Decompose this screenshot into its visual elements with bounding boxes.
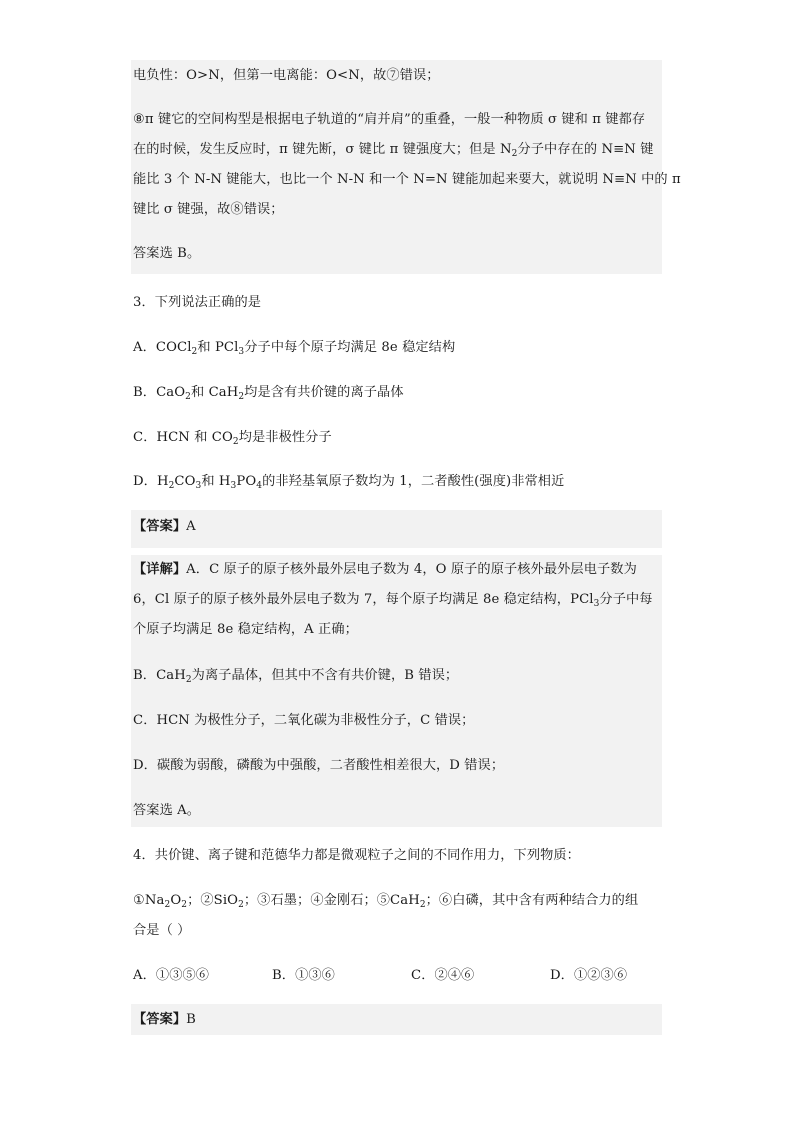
item8-line2: 在的时候，发生反应时，π 键先断，σ 键比 π 键强度大；但是 $N_2$分子中存在的 N≡N 键 [133, 142, 654, 159]
q3-answer-block [131, 510, 662, 548]
question-3 [131, 288, 662, 318]
question-4-stem: 4．共价键、离子键和范德华力都是微观粒子之间的不同作用力，下列物质： [133, 848, 580, 863]
q4-answer-block [131, 1004, 662, 1035]
item8-line4: 键比 σ 键强，故⑧错误； [133, 202, 284, 217]
q4-option-b: B．①③⑥ [272, 968, 335, 983]
answer-value: B [186, 1012, 196, 1027]
q3-detail-block: 【详解】A．C 原子的原子核外最外层电子数为 4，O 原子的原子核外最外层电子数为 6，Cl 原子的原子核外最外层电子数为 7，每个原子均满足 8e 稳定结构，PCl$_3$分子中每 个原子均满足 8e 稳定结构，A 正确； B．CaH$_2$为离子晶体，但其中不含有共价键，B 错误； C．HCN 为极性分子，二氧化碳为非极性分子，C 错误； D．碳酸为弱酸，磷酸为中强酸，二者酸性相差很大，D 错误； 答案选 A。 [131, 555, 662, 827]
detail-option-c: C．HCN 为极性分子，二氧化碳为非极性分子，C 错误； [133, 713, 475, 728]
q3-option-a: A．COCl$_2$和 PCl$_3$分子中每个原子均满足 8e 稳定结构 [133, 340, 456, 357]
question-3-stem: 3．下列说法正确的是 [133, 295, 262, 310]
q3-option-d: D．$H_2CO_3$和 $H_3PO_4$的非羟基氧原子数均为 1，二者酸性(强度)非常相近 [133, 474, 565, 491]
electronegativity-line: 电负性：O>N，但第一电离能：O<N，故⑦错误； [133, 68, 440, 83]
detail-option-b: B．CaH$_2$为离子晶体，但其中不含有共价键，B 错误； [133, 668, 459, 685]
q4-option-a: A．①③⑤⑥ [133, 968, 210, 983]
q3-option-b: B．CaO$_2$和 CaH$_2$均是含有共价键的离子晶体 [133, 385, 404, 402]
q3-option-c: C．HCN 和 $CO_2$均是非极性分子 [133, 430, 332, 447]
detail-label: 【详解】 [133, 562, 187, 577]
q4-options [131, 961, 662, 991]
answer-line: 答案选 B。 [133, 246, 201, 261]
detail-option-d: D．碳酸为弱酸，磷酸为中强酸，二者酸性相差很大，D 错误； [133, 758, 505, 773]
answer-label: 【答案】 [133, 1012, 187, 1027]
detail-line3: 个原子均满足 8e 稳定结构，A 正确； [133, 622, 358, 637]
item8-line1: ⑧π 键它的空间构型是根据电子轨道的“肩并肩”的重叠，一般一种物质 σ 键和 π 键都存 [133, 112, 646, 127]
detail-line2: 6，Cl 原子的原子核外最外层电子数为 7，每个原子均满足 8e 稳定结构，PCl$_3$分子中每 [133, 592, 653, 609]
answer-value: A [186, 519, 196, 534]
answer-label: 【答案】 [133, 519, 187, 534]
q4-option-c: C．②④⑥ [411, 968, 475, 983]
question-4-tail: 合是（ ） [133, 923, 191, 938]
explanation-block-continued [131, 60, 681, 274]
item8-line3: 能比 3 个 N-N 键能大，也比一个 N-N 和一个 N=N 键能加起来要大，就说明 N≡N 中的 π [133, 172, 681, 187]
question-4-substances: $①Na_2O_2$；②SiO$_2$；③石墨；④金刚石；⑤CaH$_2$；⑥白磷，其中含有两种结合力的组 合是（ ） [131, 886, 662, 946]
detail-answer: 答案选 A。 [133, 803, 201, 818]
question-4 [131, 841, 662, 871]
q4-option-d: D．①②③⑥ [550, 968, 628, 983]
